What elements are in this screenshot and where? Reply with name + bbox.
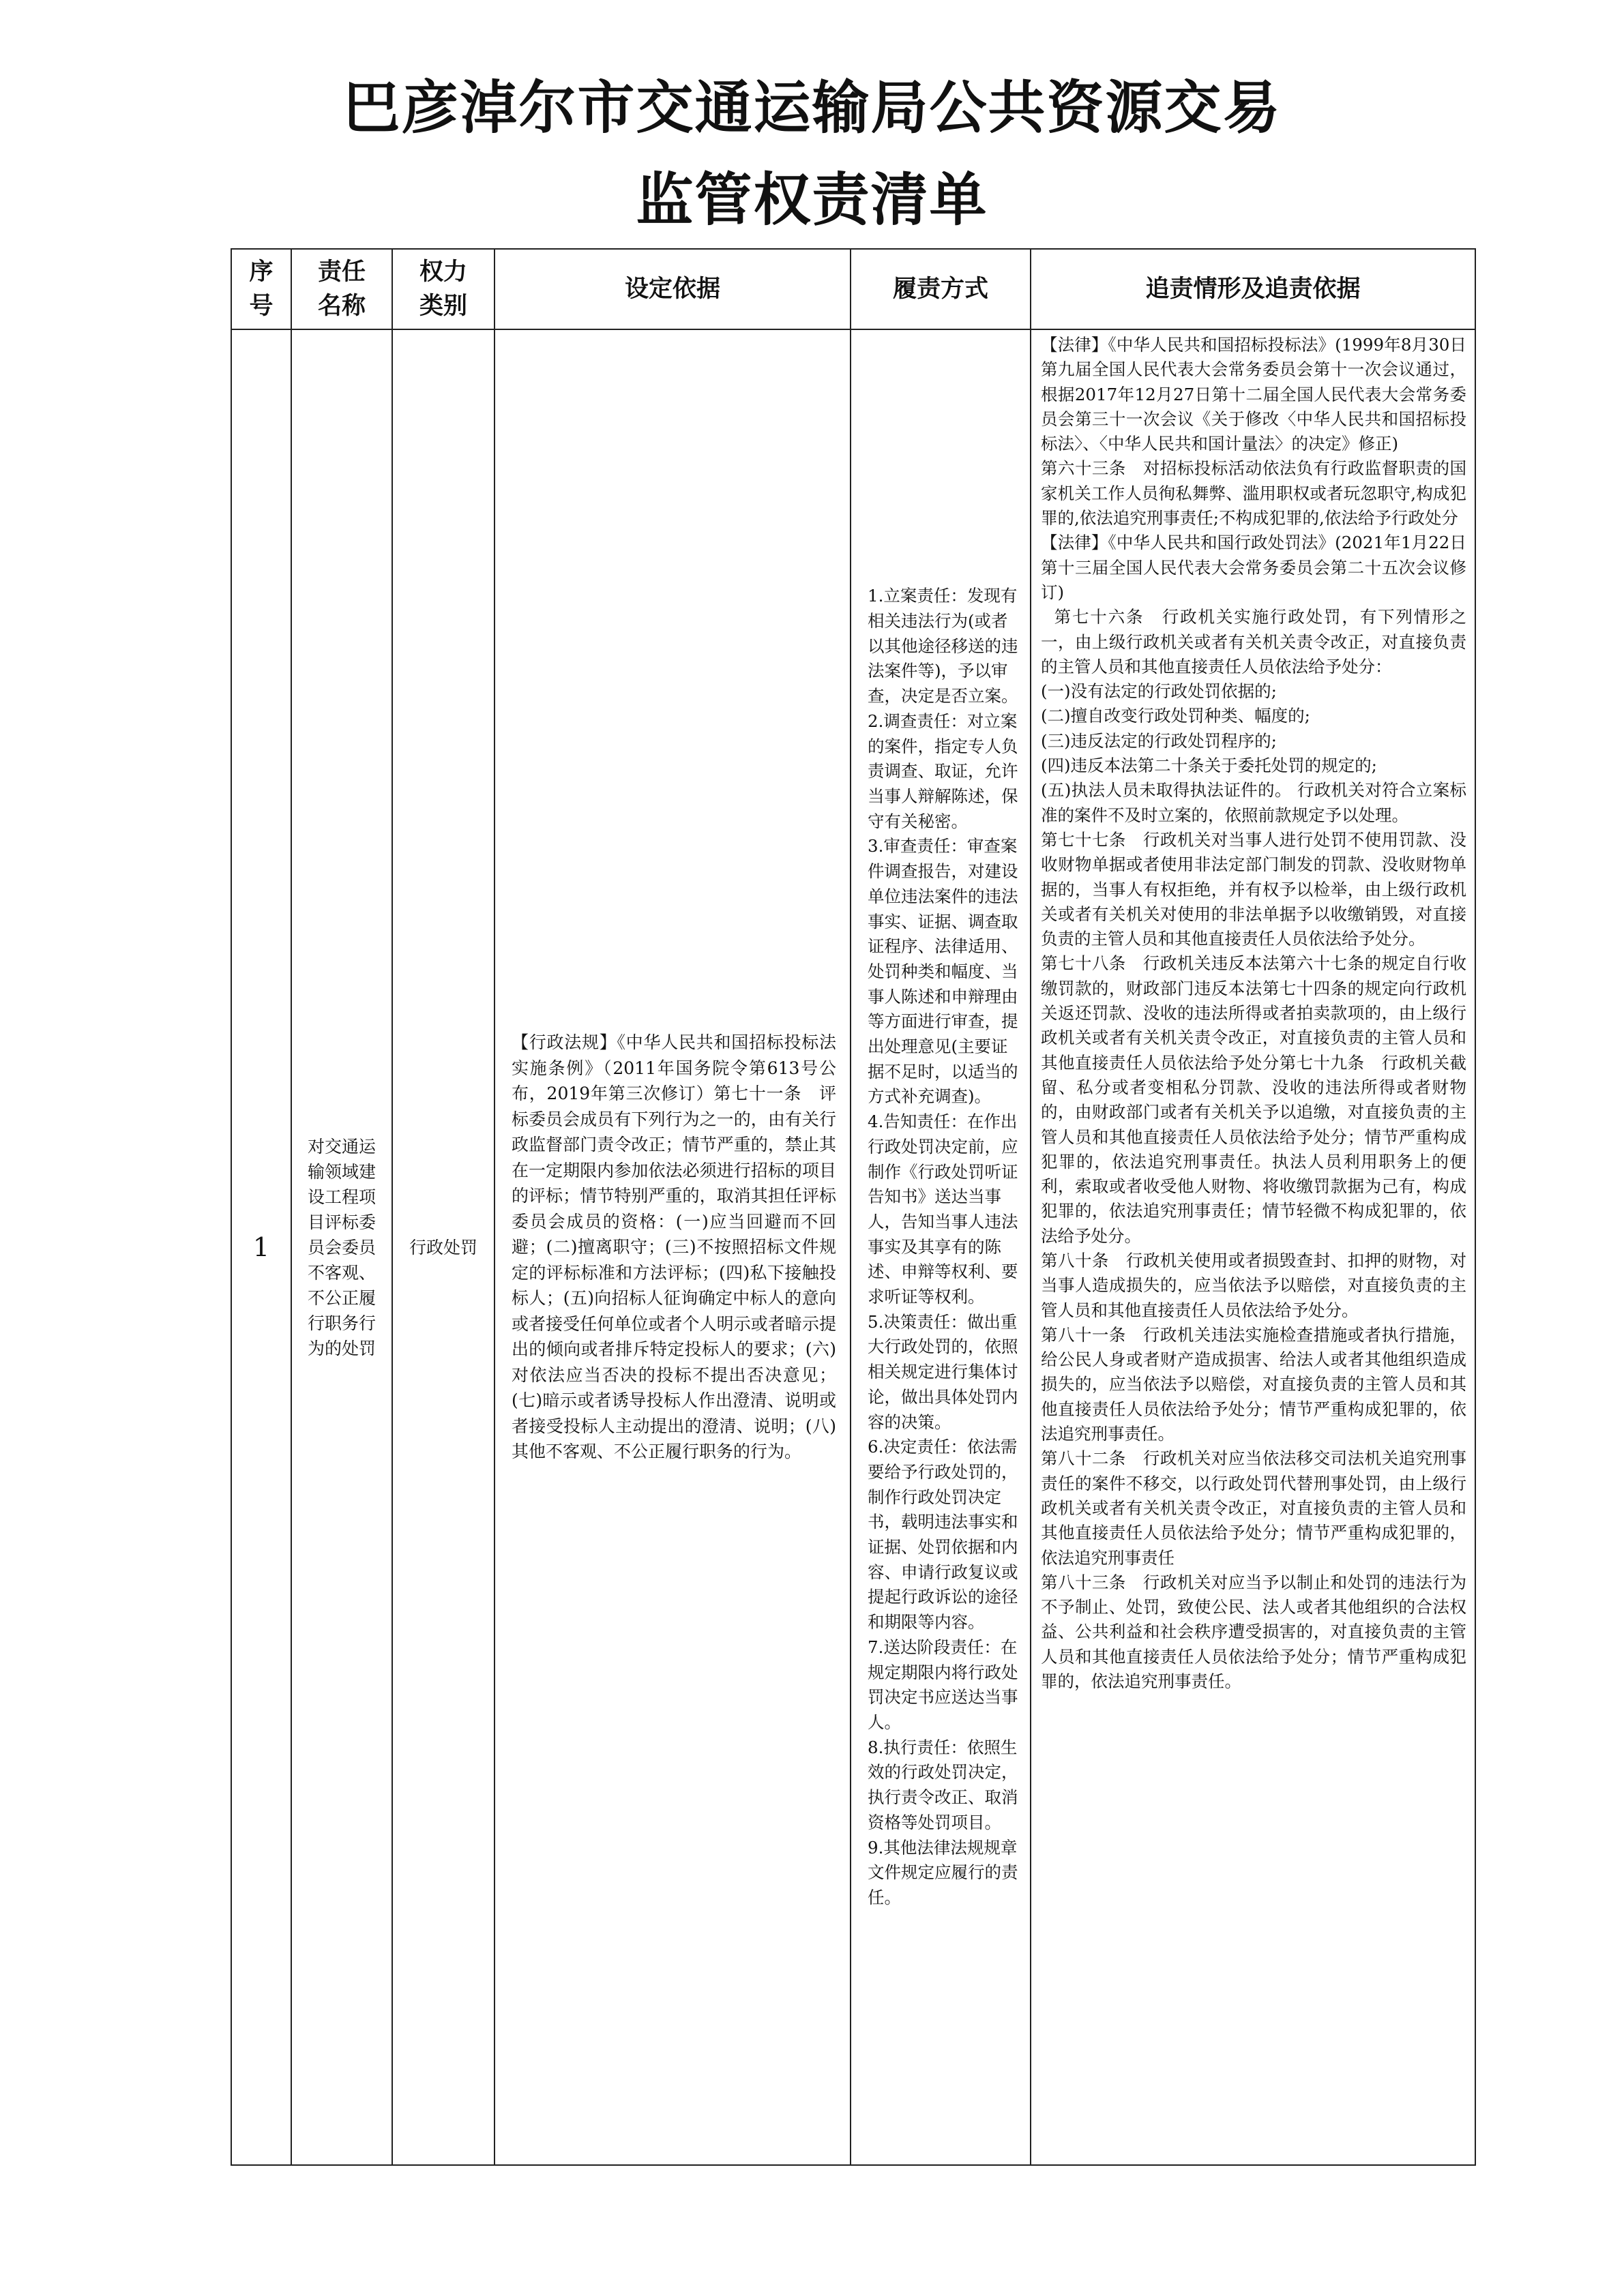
header-index-line2: 号 bbox=[249, 293, 274, 320]
duty-item: 5.决策责任：做出重大行政处罚的，依照相关规定进行集体讨论，做出具体处罚内容的决策。 bbox=[868, 1311, 1018, 1432]
table-row bbox=[231, 329, 1475, 2165]
accountability-paragraph: (三)违反法定的行政处罚程序的; bbox=[1041, 730, 1277, 751]
accountability-paragraph: 第七十七条 行政机关对当事人进行处罚不使用罚款、没收财物单据或者使用非法定部门制发的罚款、没收财物单据的，当事人有权拒绝，并有权予以检举，由上级行政机关或者有关机关对使用的非法单据予以收缴销毁，对直接负责的主管人员和其他直接责任人员依法给予处分。 bbox=[1041, 829, 1466, 949]
duty-item: 1.立案责任：发现有相关违法行为(或者以其他途径移送的违法案件等)，予以审查，决定是否立案。 bbox=[868, 586, 1018, 706]
header-duty: 履责方式 bbox=[851, 249, 1031, 329]
accountability-paragraph: (一)没有法定的行政处罚依据的; bbox=[1041, 681, 1277, 702]
header-index bbox=[231, 249, 291, 329]
header-type-line1: 权力 bbox=[419, 258, 467, 286]
accountability-paragraph: (二)擅自改变行政处罚种类、幅度的; bbox=[1041, 706, 1310, 726]
cell-responsibility-name: 对交通运输领域建设工程项目评标委员会委员不客观、不公正履行职务行为的处罚 bbox=[291, 329, 392, 2165]
header-type bbox=[392, 249, 494, 329]
cell-duty-methods bbox=[851, 329, 1031, 2165]
accountability-paragraph: 【法律】《中华人民共和国行政处罚法》(2021年1月22日第十三届全国人民代表大会常务委员会第二十五次会议修订) bbox=[1041, 533, 1466, 602]
header-type-line2: 类别 bbox=[419, 293, 467, 320]
header-name-line1: 责任 bbox=[317, 258, 366, 286]
header-basis: 设定依据 bbox=[494, 249, 851, 329]
accountability-paragraph: (五)执法人员未取得执法证件的。 行政机关对符合立案标准的案件不及时立案的，依照前款规定予以处理。 bbox=[1041, 780, 1466, 825]
accountability-paragraph: (四)违反本法第二十条关于委托处罚的规定的; bbox=[1041, 756, 1377, 776]
duty-item: 6.决定责任：依法需要给予行政处罚的，制作行政处罚决定书，载明违法事实和证据、处罚依据和内容、申请行政复议或提起行政诉讼的途径和期限等内容。 bbox=[868, 1437, 1018, 1632]
responsibility-table bbox=[231, 248, 1476, 2166]
header-accountability: 追责情形及追责依据 bbox=[1031, 249, 1475, 329]
duty-item: 2.调查责任：对立案的案件，指定专人负责调查、取证，允许当事人辩解陈述，保守有关秘密。 bbox=[868, 711, 1018, 831]
accountability-paragraph: 第八十三条 行政机关对应当予以制止和处罚的违法行为不予制止、处罚，致使公民、法人或者其他组织的合法权益、公共利益和社会秩序遭受损害的，对直接负责的主管人员和其他直接责任人员依法给予处分；情节严重构成犯罪的，依法追究刑事责任。 bbox=[1041, 1572, 1466, 1692]
document-title-line2: 监管权责清单 bbox=[636, 166, 988, 233]
accountability-paragraph: 【法律】《中华人民共和国招标投标法》(1999年8月30日第九届全国人民代表大会常务委员会第十一次会议通过，根据2017年12月27日第十二届全国人民代表大会常务委员会第三十一次会议《关于修改〈中华人民共和国招标投标法〉、〈中华人民共和国计量法〉的决定》修正) bbox=[1041, 335, 1466, 454]
accountability-paragraph: 第八十一条 行政机关违法实施检查措施或者执行措施，给公民人身或者财产造成损害、给法人或者其他组织造成损失的，应当依法予以赔偿，对直接负责的主管人员和其他直接责任人员依法给予处分；情节严重构成犯罪的，依法追究刑事责任。 bbox=[1041, 1324, 1466, 1444]
duty-item: 7.送达阶段责任：在规定期限内将行政处罚决定书应送达当事人。 bbox=[868, 1637, 1018, 1732]
accountability-paragraph: 第八十二条 行政机关对应当依法移交司法机关追究刑事责任的案件不移交，以行政处罚代替刑事处罚，由上级行政机关或者有关机关责令改正，对直接负责的主管人员和其他直接责任人员依法给予处分；情节严重构成犯罪的，依法追究刑事责任 bbox=[1041, 1448, 1466, 1568]
accountability-paragraph: 第七十六条 行政机关实施行政处罚，有下列情形之一，由上级行政机关或者有关机关责令改正，对直接负责的主管人员和其他直接责任人员依法给予处分： bbox=[1041, 607, 1466, 676]
document-title-line1: 巴彦淖尔市交通运输局公共资源交易 bbox=[342, 74, 1282, 141]
duty-item: 4.告知责任：在作出行政处罚决定前，应制作《行政处罚听证告知书》送达当事人，告知当事人违法事实及其享有的陈述、申辩等权利、要求听证等权利。 bbox=[868, 1112, 1018, 1307]
duty-item: 9.其他法律法规规章文件规定应履行的责任。 bbox=[868, 1837, 1018, 1907]
header-name bbox=[291, 249, 392, 329]
accountability-paragraph: 第七十八条 行政机关违反本法第六十七条的规定自行收缴罚款的，财政部门违反本法第七十四条的规定向行政机关返还罚款、没收的违法所得或者拍卖款项的，由上级行政机关或者有关机关责令改正，对直接负责的主管人员和其他直接责任人员依法给予处分第七十九条 行政机关截留、私分或者变相私分罚款、没收的违法所得或者财物的，由财政部门或者有关机关予以追缴，对直接负责的主管人员和其他直接责任人员依法给予处分；情节严重构成犯罪的，依法追究刑事责任。执法人员利用职务上的便利，索取或者收受他人财物、将收缴罚款据为己有，构成犯罪的，依法追究刑事责任；情节轻微不构成犯罪的，依法给予处分。 bbox=[1041, 953, 1466, 1246]
cell-index: 1 bbox=[231, 329, 291, 2165]
accountability-paragraph: 第八十条 行政机关使用或者损毁查封、扣押的财物，对当事人造成损失的，应当依法予以赔偿，对直接负责的主管人员和其他直接责任人员依法给予处分。 bbox=[1041, 1250, 1466, 1320]
duty-item: 3.审查责任：审查案件调查报告，对建设单位违法案件的违法事实、证据、调查取证程序、法律适用、处罚种类和幅度、当事人陈述和申辩理由等方面进行审查，提出处理意见(主要证据不足时，以适当的方式补充调查)。 bbox=[868, 836, 1018, 1107]
accountability-paragraph: 第六十三条 对招标投标活动依法负有行政监督职责的国家机关工作人员徇私舞弊、滥用职权或者玩忽职守,构成犯罪的,依法追究刑事责任;不构成犯罪的,依法给予行政处分 bbox=[1041, 458, 1466, 528]
cell-power-type: 行政处罚 bbox=[392, 329, 494, 2165]
cell-legal-basis: 【行政法规】《中华人民共和国招标投标法实施条例》（2011年国务院令第613号公布，2019年第三次修订）第七十一条 评标委员会成员有下列行为之一的，由有关行政监督部门责令改正；情节严重的，禁止其在一定期限内参加依法必须进行招标的项目的评标；情节特别严重的，取消其担任评标委员会成员的资格：(一)应当回避而不回避；(二)擅离职守；(三)不按照招标文件规定的评标标准和方法评标；(四)私下接触投标人；(五)向招标人征询确定中标人的意向或者接受任何单位或者个人明示或者暗示提出的倾向或者排斥特定投标人的要求；(六)对依法应当否决的投标不提出否决意见；(七)暗示或者诱导投标人作出澄清、说明或者接受投标人主动提出的澄清、说明；(八)其他不客观、不公正履行职务的行为。 bbox=[494, 329, 851, 2165]
table-header-row bbox=[231, 249, 1475, 329]
duty-item: 8.执行责任：依照生效的行政处罚决定，执行责令改正、取消资格等处罚项目。 bbox=[868, 1737, 1018, 1832]
header-name-line2: 名称 bbox=[317, 293, 366, 320]
cell-accountability bbox=[1031, 329, 1475, 2165]
header-index-line1: 序 bbox=[249, 258, 274, 286]
